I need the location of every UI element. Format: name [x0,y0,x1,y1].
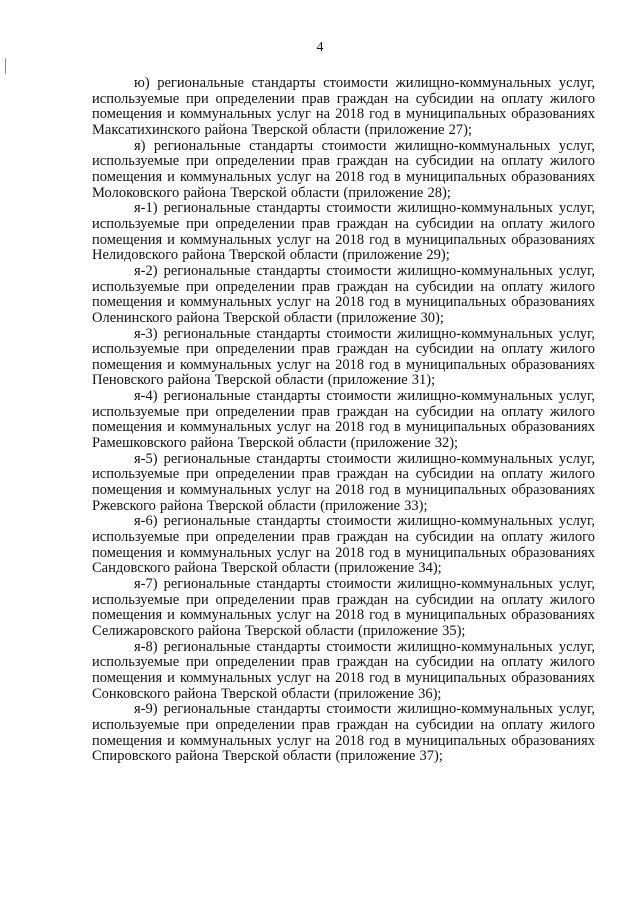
paragraph-ya-2: я-2) региональные стандарты стоимости жилищно-коммунальных услуг, используемые при определении прав граждан на субсидии на оплату жилого помещения и коммунальных услуг на 2018 год в муниципальных образованиях Оленинского района Тверской области (приложение 30); [92,262,595,326]
paragraph-ya-6: я-6) региональные стандарты стоимости жилищно-коммунальных услуг, используемые при определении прав граждан на субсидии на оплату жилого помещения и коммунальных услуг на 2018 год в муниципальных образованиях Сандовского района Тверской области (приложение 34); [92,513,595,577]
document-body [92,76,595,765]
page-number: 4 [316,40,324,55]
paragraph-ya-8: я-8) региональные стандарты стоимости жилищно-коммунальных услуг, используемые при определении прав граждан на субсидии на оплату жилого помещения и коммунальных услуг на 2018 год в муниципальных образованиях Сонковского района Тверской области (приложение 36); [92,638,595,702]
paragraph-ya-1: я-1) региональные стандарты стоимости жилищно-коммунальных услуг, используемые при определении прав граждан на субсидии на оплату жилого помещения и коммунальных услуг на 2018 год в муниципальных образованиях Нелидовского района Тверской области (приложение 29); [92,200,595,264]
paragraph-ya-5: я-5) региональные стандарты стоимости жилищно-коммунальных услуг, используемые при определении прав граждан на субсидии на оплату жилого помещения и коммунальных услуг на 2018 год в муниципальных образованиях Ржевского района Тверской области (приложение 33); [92,450,595,514]
paragraph-yu: ю) региональные стандарты стоимости жилищно-коммунальных услуг, используемые при определении прав граждан на субсидии на оплату жилого помещения и коммунальных услуг на 2018 год в муниципальных образованиях Максатихинского района Тверской области (приложение 27); [92,75,595,138]
paragraph-ya-9: я-9) региональные стандарты стоимости жилищно-коммунальных услуг, используемые при определении прав граждан на субсидии на оплату жилого помещения и коммунальных услуг на 2018 год в муниципальных образованиях Спировского района Тверской области (приложение 37); [92,701,595,765]
paragraph-ya: я) региональные стандарты стоимости жилищно-коммунальных услуг, используемые при определении прав граждан на субсидии на оплату жилого помещения и коммунальных услуг на 2018 год в муниципальных образованиях Молоковского района Тверской области (приложение 28); [92,137,595,201]
paragraph-ya-4: я-4) региональные стандарты стоимости жилищно-коммунальных услуг, используемые при определении прав граждан на субсидии на оплату жилого помещения и коммунальных услуг на 2018 год в муниципальных образованиях Рамешковского района Тверской области (приложение 32); [92,388,595,452]
margin-mark [5,58,6,74]
paragraph-ya-7: я-7) региональные стандарты стоимости жилищно-коммунальных услуг, используемые при определении прав граждан на субсидии на оплату жилого помещения и коммунальных услуг на 2018 год в муниципальных образованиях Селижаровского района Тверской области (приложение 35); [92,576,595,639]
paragraph-ya-3: я-3) региональные стандарты стоимости жилищно-коммунальных услуг, используемые при определении прав граждан на субсидии на оплату жилого помещения и коммунальных услуг на 2018 год в муниципальных образованиях Пеновского района Тверской области (приложение 31); [92,325,595,389]
